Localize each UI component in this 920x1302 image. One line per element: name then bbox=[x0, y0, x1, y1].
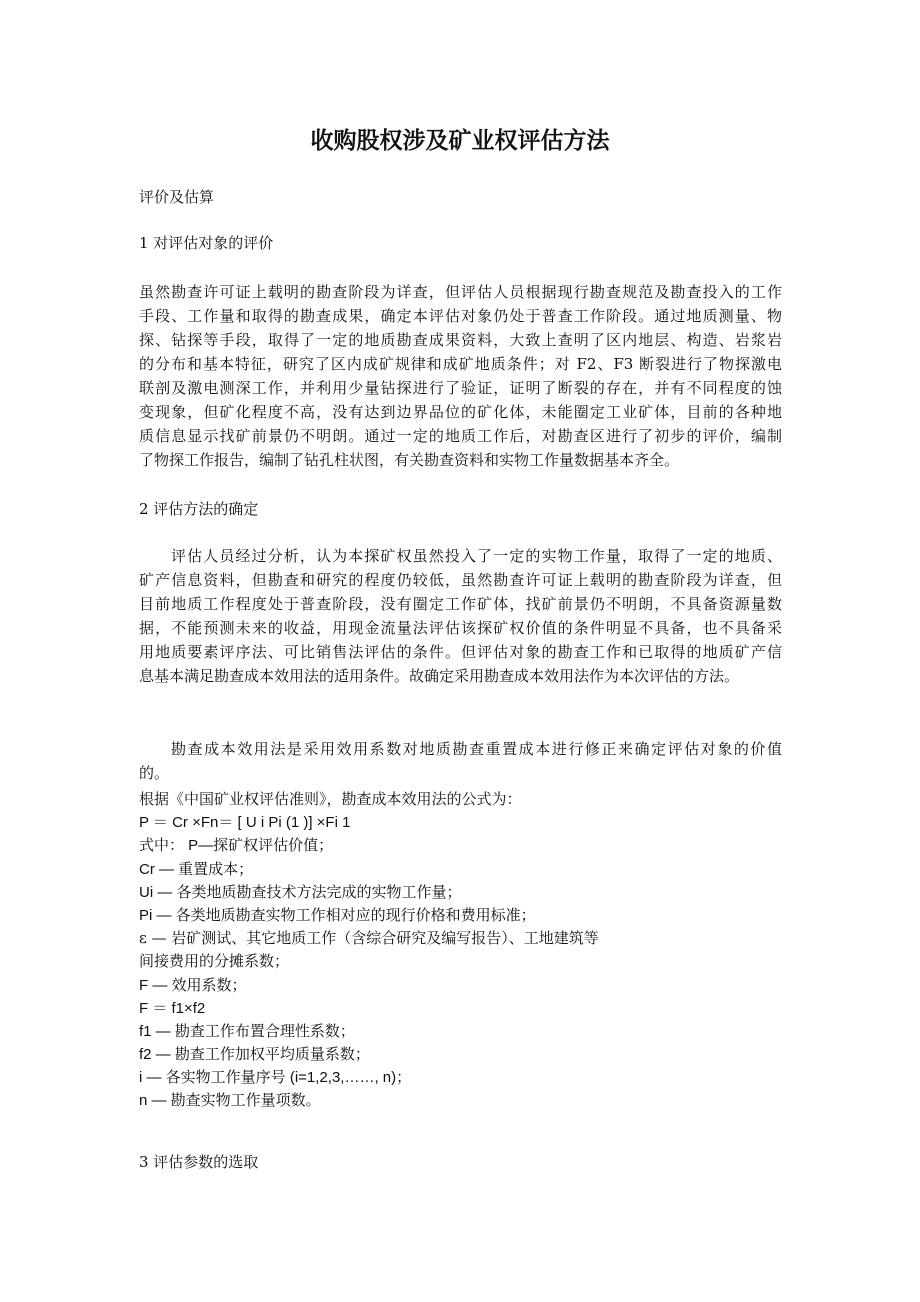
section2-heading: 2 评估方法的确定 bbox=[139, 500, 259, 518]
paragraph-line: 勘查成本效用法是采用效用系数对地质勘查重置成本进行修正来确定评估对象的价值 bbox=[171, 740, 782, 758]
paragraph-line: 虽然勘查许可证上载明的勘查阶段为详查，但评估人员根据现行勘查规范及勘查投入的工作 bbox=[139, 283, 782, 301]
formula-line: 式中： P—探矿权评估价值； bbox=[139, 837, 334, 855]
paragraph-line: 评估人员经过分析，认为本探矿权虽然投入了一定的实物工作量，取得了一定的地质、 bbox=[171, 547, 782, 565]
formula-line: F ＝ f1×f2 bbox=[139, 999, 206, 1017]
formula-line: n — 勘查实物工作量项数。 bbox=[139, 1092, 321, 1110]
formula-line: P ＝ Cr ×Fn＝ [ U i Pi (1 )] ×Fi 1 bbox=[139, 814, 351, 832]
formula-line: Ui — 各类地质勘查技术方法完成的实物工作量； bbox=[139, 883, 462, 901]
paragraph-line: 质信息显示找矿前景仍不明朗。通过一定的地质工作后，对勘查区进行了初步的评价，编制 bbox=[139, 427, 782, 445]
formula-line: f1 — 勘查工作布置合理性系数； bbox=[139, 1022, 355, 1040]
section1-heading: 1 对评估对象的评价 bbox=[139, 234, 274, 252]
section2-paragraph1 bbox=[139, 544, 782, 688]
formula-block bbox=[139, 788, 782, 1113]
formula-line: 间接费用的分摊系数； bbox=[139, 952, 290, 971]
formula-line: 根据《中国矿业权评估准则》，勘查成本效用法的公式为： bbox=[139, 790, 522, 808]
paragraph-line: 据，不能预测未来的收益，用现金流量法评估该探矿权价值的条件明显不具备，也不具备采 bbox=[139, 619, 782, 637]
section2-paragraph2 bbox=[139, 737, 782, 785]
formula-line: Cr — 重置成本； bbox=[139, 860, 254, 878]
formula-line: i — 各实物工作量序号 (i=1,2,3,……, n)； bbox=[139, 1069, 412, 1087]
paragraph-line: 手段、工作量和取得的勘查成果，确定本评估对象仍处于普查工作阶段。通过地质测量、物 bbox=[139, 307, 782, 325]
document-title: 收购股权涉及矿业权评估方法 bbox=[310, 127, 610, 154]
paragraph-line: 用地质要素评序法、可比销售法评估的条件。但评估对象的勘查工作和已取得的地质矿产信 bbox=[139, 643, 782, 661]
formula-line: f2 — 勘查工作加权平均质量系数； bbox=[139, 1046, 370, 1064]
paragraph-line: 探、钻探等手段，取得了一定的地质勘查成果资料，大致上查明了区内地层、构造、岩浆岩 bbox=[139, 331, 782, 349]
formula-line: ε — 岩矿测试、其它地质工作（含综合研究及编写报告）、工地建筑等 bbox=[139, 929, 599, 948]
section1-paragraph bbox=[139, 280, 782, 472]
formula-line: F — 效用系数； bbox=[139, 976, 247, 994]
paragraph-line: 的。 bbox=[139, 764, 170, 782]
paragraph-line: 的分布和基本特征，研究了区内成矿规律和成矿地质条件；对 F2、F3 断裂进行了物探激电 bbox=[139, 355, 782, 373]
paragraph-line: 息基本满足勘查成本效用法的适用条件。故确定采用勘查成本效用法作为本次评估的方法。 bbox=[139, 667, 740, 685]
heading-evaluation: 评价及估算 bbox=[139, 188, 215, 206]
paragraph-line: 变现象，但矿化程度不高，没有达到边界品位的矿化体，未能圈定工业矿体，目前的各种地 bbox=[139, 403, 782, 421]
paragraph-line: 联剖及激电测深工作，并利用少量钻探进行了验证，证明了断裂的存在，并有不同程度的蚀 bbox=[139, 379, 782, 397]
paragraph-line: 了物探工作报告，编制了钻孔柱状图，有关勘查资料和实物工作量数据基本齐全。 bbox=[139, 451, 680, 469]
paragraph-line: 目前地质工作程度处于普查阶段，没有圈定工作矿体，找矿前景仍不明朗，不具备资源量数 bbox=[139, 595, 782, 613]
formula-line: Pi — 各类地质勘查实物工作相对应的现行价格和费用标准； bbox=[139, 906, 536, 924]
section3-heading: 3 评估参数的选取 bbox=[139, 1153, 259, 1171]
paragraph-line: 矿产信息资料，但勘查和研究的程度仍较低，虽然勘查许可证上载明的勘查阶段为详查，但 bbox=[139, 571, 782, 589]
